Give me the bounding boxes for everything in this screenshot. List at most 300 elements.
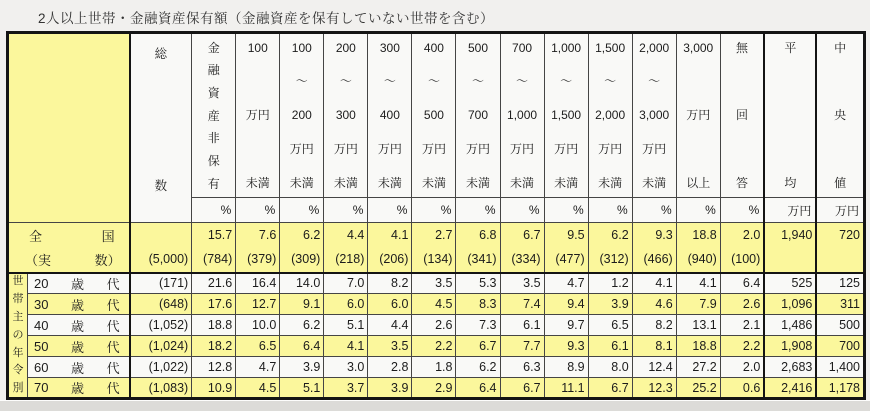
header-line: 中	[834, 40, 847, 55]
national-count: (312)	[599, 252, 629, 267]
header-line: 〜	[471, 74, 484, 89]
table-cell-1500-2000: 8.0	[588, 357, 632, 378]
age-row-label	[28, 273, 130, 294]
header-line: 2,000	[595, 108, 626, 123]
header-line: 未満	[245, 175, 270, 190]
header-line: 総	[154, 47, 168, 61]
header-line: 金	[207, 40, 220, 55]
national-count: (334)	[511, 252, 541, 267]
header-col-700-1000	[500, 33, 544, 198]
header-col-500-700-label	[456, 42, 499, 190]
table-cell-under-100: 6.5	[236, 336, 280, 357]
header-col-500-700	[456, 33, 500, 198]
age-group-side-label	[8, 273, 28, 399]
table-cell-over-3000: 18.8	[676, 336, 720, 357]
unit-cell-200-300: %	[324, 198, 368, 223]
national-count: (309)	[291, 252, 321, 267]
header-line: 200	[291, 108, 312, 123]
national-label-bottom	[9, 247, 129, 271]
table-cell-median: 311	[816, 294, 864, 315]
table-cell-total-count: (1,052)	[130, 315, 192, 336]
table-cell-under-100: 16.4	[236, 273, 280, 294]
table-cell-400-500: 3.5	[412, 273, 456, 294]
age-row-label-text	[28, 337, 129, 356]
table-cell-no-assets: 18.8	[192, 315, 236, 336]
header-col-100-200	[280, 33, 324, 198]
header-line: 〜	[339, 74, 352, 89]
national-count: (100)	[731, 252, 761, 267]
table-cell-median: 700	[816, 336, 864, 357]
national-count: (784)	[203, 252, 233, 267]
national-percent: 6.2	[611, 228, 629, 243]
table-cell-average: 525	[764, 273, 816, 294]
table-cell-over-3000: 4.1	[676, 273, 720, 294]
label-part: 全	[29, 228, 43, 244]
table-cell-200-300: 6.0	[324, 294, 368, 315]
age-row-label	[28, 294, 130, 315]
national-count	[765, 247, 815, 271]
national-row-label	[8, 223, 130, 273]
header-col-total-count	[130, 33, 192, 223]
label-part: 歳	[71, 318, 85, 334]
table-cell-no-assets: 10.9	[192, 378, 236, 399]
unit-cell-500-700: %	[456, 198, 500, 223]
table-cell-under-100: 4.5	[236, 378, 280, 399]
header-col-no-assets	[192, 33, 236, 198]
table-cell-total-count: (1,022)	[130, 357, 192, 378]
header-line: 300	[379, 40, 400, 55]
label-part: 40	[34, 317, 49, 333]
national-percent	[131, 223, 192, 247]
national-count: (218)	[335, 252, 365, 267]
age-row-label-text	[28, 274, 129, 293]
label-part: 歳	[71, 381, 85, 396]
label-part: 50	[34, 338, 49, 354]
table-cell-100-200: 6.4	[280, 336, 324, 357]
table-cell-average: 2,416	[764, 378, 816, 399]
header-col-under-100	[236, 33, 280, 198]
label-part: 60	[34, 359, 49, 375]
header-line: 数	[154, 179, 168, 193]
header-line: 融	[207, 63, 220, 78]
header-line: 200	[335, 40, 356, 55]
header-line: 答	[736, 175, 749, 190]
table-cell-700-1000: 6.3	[500, 357, 544, 378]
national-percent: 18.8	[692, 228, 717, 243]
header-line: 〜	[383, 74, 396, 89]
table-cell-no-answer: 2.2	[720, 336, 764, 357]
table-cell-average: 1,486	[764, 315, 816, 336]
header-line: 以上	[686, 175, 711, 190]
table-cell-no-answer: 2.6	[720, 294, 764, 315]
table-cell-500-700: 8.3	[456, 294, 500, 315]
header-line: 万円	[245, 108, 270, 123]
header-line: 〜	[427, 74, 440, 89]
header-line: 無	[736, 40, 749, 55]
side-label-char: の	[12, 328, 24, 341]
header-line: 100	[291, 40, 312, 55]
table-cell-1500-2000: 6.1	[588, 336, 632, 357]
table-cell-under-100: 10.0	[236, 315, 280, 336]
table-cell-total-count: (648)	[130, 294, 192, 315]
unit-cell-average: 万円	[764, 198, 816, 223]
label-part: （実	[25, 252, 52, 268]
table-cell-1500-2000: 3.9	[588, 294, 632, 315]
table-cell-median: 1,178	[816, 378, 864, 399]
national-percent: 9.3	[655, 228, 673, 243]
header-line: 万円	[598, 141, 623, 156]
header-line: 万円	[554, 141, 579, 156]
national-count: (940)	[687, 252, 717, 267]
header-line: 均	[784, 175, 797, 190]
table-cell-1000-1500: 8.9	[544, 357, 588, 378]
header-col-total-count-label	[131, 44, 192, 194]
national-cell-200-300	[324, 223, 368, 273]
age-row-label	[28, 336, 130, 357]
label-part: 代	[106, 360, 120, 376]
unit-cell-under-100: %	[236, 198, 280, 223]
national-cell-total-count	[130, 223, 192, 273]
header-line: 500	[467, 40, 488, 55]
table-cell-400-500: 1.8	[412, 357, 456, 378]
national-percent: 7.6	[258, 228, 277, 243]
header-col-2000-3000	[632, 33, 676, 198]
header-line: 産	[207, 108, 220, 123]
header-line: 非	[207, 131, 220, 146]
header-line: 700	[512, 40, 533, 55]
unit-cell-1000-1500: %	[544, 198, 588, 223]
header-col-over-3000-label	[677, 42, 720, 190]
table-cell-over-3000: 13.1	[676, 315, 720, 336]
label-part: 代	[106, 318, 120, 334]
table-cell-1500-2000: 6.5	[588, 315, 632, 336]
header-line: 未満	[333, 175, 358, 190]
table-cell-no-assets: 21.6	[192, 273, 236, 294]
national-cell-100-200	[280, 223, 324, 273]
header-line: 500	[423, 108, 444, 123]
label-part: 代	[106, 339, 120, 355]
header-line: 未満	[554, 175, 579, 190]
header-col-400-500-label	[412, 42, 455, 190]
table-cell-over-3000: 27.2	[676, 357, 720, 378]
national-percent: 720	[839, 228, 860, 243]
label-part: 20	[34, 275, 49, 291]
table-cell-1000-1500: 11.1	[544, 378, 588, 399]
table-cell-median: 125	[816, 273, 864, 294]
table-cell-2000-3000: 12.4	[632, 357, 676, 378]
header-col-200-300-label	[324, 42, 367, 190]
table-cell-under-100: 12.7	[236, 294, 280, 315]
table-cell-2000-3000: 4.1	[632, 273, 676, 294]
side-label-text	[9, 276, 27, 394]
header-line: 未満	[642, 175, 667, 190]
header-col-no-answer	[720, 33, 764, 198]
table-cell-2000-3000: 4.6	[632, 294, 676, 315]
unit-cell-100-200: %	[280, 198, 324, 223]
national-percent: 2.7	[435, 228, 453, 243]
table-cell-no-answer: 2.0	[720, 357, 764, 378]
national-percent: 2.0	[742, 228, 761, 243]
label-part: 歳	[71, 360, 85, 376]
header-col-2000-3000-label	[633, 42, 676, 190]
unit-cell-400-500: %	[412, 198, 456, 223]
header-line: 万円	[377, 141, 402, 156]
label-part: 歳	[71, 297, 85, 313]
table-cell-500-700: 6.7	[456, 336, 500, 357]
header-line: 有	[207, 176, 220, 191]
table-cell-median: 1,400	[816, 357, 864, 378]
side-label-char: 主	[12, 310, 24, 323]
table-cell-2000-3000: 8.2	[632, 315, 676, 336]
table-cell-500-700: 5.3	[456, 273, 500, 294]
national-count	[817, 247, 863, 271]
bottom-strip	[0, 400, 870, 411]
header-line: 万円	[465, 141, 490, 156]
table-cell-median: 500	[816, 315, 864, 336]
table-cell-700-1000: 7.4	[500, 294, 544, 315]
header-col-100-200-label	[280, 42, 323, 190]
header-line: 値	[834, 175, 847, 190]
unit-cell-2000-3000: %	[632, 198, 676, 223]
national-percent: 9.5	[567, 228, 585, 243]
age-row-label-text	[28, 316, 129, 335]
header-line: 未満	[598, 175, 623, 190]
header-line: 400	[379, 108, 400, 123]
table-cell-700-1000: 7.7	[500, 336, 544, 357]
header-col-under-100-label	[236, 42, 279, 190]
side-label-char: 世	[12, 275, 24, 288]
table-cell-average: 1,908	[764, 336, 816, 357]
page-title: 2人以上世帯・金融資産保有額（金融資産を保有していない世帯を含む）	[38, 11, 495, 26]
table-cell-no-assets: 12.8	[192, 357, 236, 378]
table-cell-200-300: 5.1	[324, 315, 368, 336]
table-cell-1500-2000: 6.7	[588, 378, 632, 399]
header-col-1500-2000-label	[589, 42, 632, 190]
header-col-700-1000-label	[501, 42, 544, 190]
header-col-median	[816, 33, 864, 198]
label-part: 国	[101, 228, 115, 244]
table-cell-300-400: 4.4	[368, 315, 412, 336]
table-cell-1000-1500: 4.7	[544, 273, 588, 294]
table-cell-2000-3000: 12.3	[632, 378, 676, 399]
header-line: 〜	[560, 74, 573, 89]
age-row-label-text	[28, 358, 129, 377]
table-cell-2000-3000: 8.1	[632, 336, 676, 357]
national-cell-500-700	[456, 223, 500, 273]
national-percent: 6.8	[479, 228, 497, 243]
header-col-1000-1500	[544, 33, 588, 198]
unit-cell-over-3000: %	[676, 198, 720, 223]
national-count: (134)	[423, 252, 453, 267]
table-cell-no-assets: 17.6	[192, 294, 236, 315]
header-line: 3,000	[639, 108, 670, 123]
table-cell-no-answer: 2.1	[720, 315, 764, 336]
label-part: 代	[106, 276, 120, 292]
header-col-no-assets-label	[192, 42, 235, 190]
header-line: 1,500	[595, 40, 626, 55]
national-count: (206)	[379, 252, 409, 267]
header-line: 1,000	[507, 108, 538, 123]
header-col-200-300	[324, 33, 368, 198]
header-line: 未満	[289, 175, 314, 190]
table-cell-200-300: 3.7	[324, 378, 368, 399]
age-row-label	[28, 378, 130, 399]
header-line: 700	[467, 108, 488, 123]
table-cell-200-300: 7.0	[324, 273, 368, 294]
unit-cell-median: 万円	[816, 198, 864, 223]
header-line: 1,000	[551, 40, 582, 55]
header-line: 資	[207, 85, 220, 100]
table-cell-1500-2000: 1.2	[588, 273, 632, 294]
national-cell-average	[764, 223, 816, 273]
header-line: 400	[423, 40, 444, 55]
table-cell-200-300: 3.0	[324, 357, 368, 378]
table-cell-1000-1500: 9.4	[544, 294, 588, 315]
label-part: 歳	[71, 276, 85, 292]
table-cell-100-200: 9.1	[280, 294, 324, 315]
header-line: 未満	[465, 175, 490, 190]
table-cell-total-count: (1,083)	[130, 378, 192, 399]
table-cell-700-1000: 6.1	[500, 315, 544, 336]
label-part: 30	[34, 296, 49, 312]
table-cell-300-400: 3.5	[368, 336, 412, 357]
national-count: (477)	[555, 252, 585, 267]
table-cell-average: 2,683	[764, 357, 816, 378]
table-cell-300-400: 2.8	[368, 357, 412, 378]
table-cell-300-400: 6.0	[368, 294, 412, 315]
national-count: (341)	[467, 252, 497, 267]
age-row-label-text	[28, 378, 129, 397]
national-cell-1000-1500	[544, 223, 588, 273]
table-cell-average: 1,096	[764, 294, 816, 315]
table-cell-1000-1500: 9.3	[544, 336, 588, 357]
national-percent: 4.4	[346, 228, 365, 243]
header-line: 100	[247, 40, 268, 55]
header-line: 2,000	[639, 40, 670, 55]
label-part: 数）	[94, 252, 121, 268]
header-line: 回	[736, 108, 749, 123]
unit-cell-1500-2000: %	[588, 198, 632, 223]
header-line: 平	[784, 40, 797, 55]
header-line: 〜	[516, 74, 529, 89]
national-cell-no-answer	[720, 223, 764, 273]
table-cell-over-3000: 25.2	[676, 378, 720, 399]
side-label-char: 年	[12, 346, 24, 359]
header-line: 〜	[604, 74, 617, 89]
national-percent: 15.7	[207, 228, 233, 243]
table-cell-500-700: 7.3	[456, 315, 500, 336]
national-label-top	[9, 223, 129, 247]
table-cell-400-500: 2.2	[412, 336, 456, 357]
side-label-char: 帯	[12, 293, 24, 306]
header-line: 未満	[377, 175, 402, 190]
table-cell-under-100: 4.7	[236, 357, 280, 378]
table-cell-100-200: 6.2	[280, 315, 324, 336]
header-col-average-label	[765, 42, 815, 190]
header-col-300-400-label	[368, 42, 411, 190]
header-line: 保	[207, 153, 220, 168]
national-count: (466)	[643, 252, 673, 267]
header-line: 〜	[295, 74, 308, 89]
unit-cell-300-400: %	[368, 198, 412, 223]
header-line: 万円	[421, 141, 446, 156]
national-percent: 6.7	[523, 228, 541, 243]
table-cell-100-200: 5.1	[280, 378, 324, 399]
national-cell-2000-3000	[632, 223, 676, 273]
header-line: 未満	[510, 175, 535, 190]
table-cell-400-500: 2.6	[412, 315, 456, 336]
header-line: 3,000	[683, 40, 714, 55]
national-cell-300-400	[368, 223, 412, 273]
table-body	[8, 33, 865, 399]
table-cell-200-300: 4.1	[324, 336, 368, 357]
national-cell-1500-2000	[588, 223, 632, 273]
table-cell-no-answer: 6.4	[720, 273, 764, 294]
header-line: 300	[335, 108, 356, 123]
unit-cell-700-1000: %	[500, 198, 544, 223]
age-row-label	[28, 315, 130, 336]
table-cell-over-3000: 7.9	[676, 294, 720, 315]
header-line: 未満	[421, 175, 446, 190]
financial-assets-table	[6, 31, 866, 400]
header-line: 万円	[510, 141, 535, 156]
national-percent: 1,940	[781, 228, 813, 243]
table-cell-no-assets: 18.2	[192, 336, 236, 357]
national-cell-700-1000	[500, 223, 544, 273]
national-count: (5,000)	[148, 252, 189, 267]
header-line: 万円	[642, 141, 667, 156]
header-col-over-3000	[676, 33, 720, 198]
header-line: 万円	[333, 141, 358, 156]
age-row-label	[28, 357, 130, 378]
header-col-average	[764, 33, 816, 198]
unit-cell-no-assets: %	[192, 198, 236, 223]
table-cell-300-400: 3.9	[368, 378, 412, 399]
header-col-no-answer-label	[721, 42, 764, 190]
table-cell-total-count: (171)	[130, 273, 192, 294]
national-count: (379)	[247, 252, 277, 267]
table-cell-400-500: 2.9	[412, 378, 456, 399]
label-part: 代	[106, 297, 120, 313]
table-cell-100-200: 3.9	[280, 357, 324, 378]
table-cell-700-1000: 6.7	[500, 378, 544, 399]
table-cell-100-200: 14.0	[280, 273, 324, 294]
table-cell-700-1000: 3.5	[500, 273, 544, 294]
national-cell-over-3000	[676, 223, 720, 273]
age-row-label-text	[28, 295, 129, 314]
header-line: 央	[834, 108, 847, 123]
national-cell-under-100	[236, 223, 280, 273]
national-cell-400-500	[412, 223, 456, 273]
header-col-300-400	[368, 33, 412, 198]
table-cell-1000-1500: 9.7	[544, 315, 588, 336]
header-col-400-500	[412, 33, 456, 198]
header-line: 万円	[289, 141, 314, 156]
header-line: 1,500	[551, 108, 582, 123]
side-label-char: 別	[12, 382, 24, 395]
national-cell-median	[816, 223, 864, 273]
unit-cell-no-answer: %	[720, 198, 764, 223]
header-line: 万円	[686, 108, 711, 123]
corner-cell	[8, 33, 130, 223]
side-label-char: 令	[12, 364, 24, 377]
table-cell-500-700: 6.4	[456, 378, 500, 399]
header-line: 〜	[648, 74, 661, 89]
table-cell-total-count: (1,024)	[130, 336, 192, 357]
table-cell-no-answer: 0.6	[720, 378, 764, 399]
national-percent: 6.2	[302, 228, 321, 243]
header-col-1500-2000	[588, 33, 632, 198]
